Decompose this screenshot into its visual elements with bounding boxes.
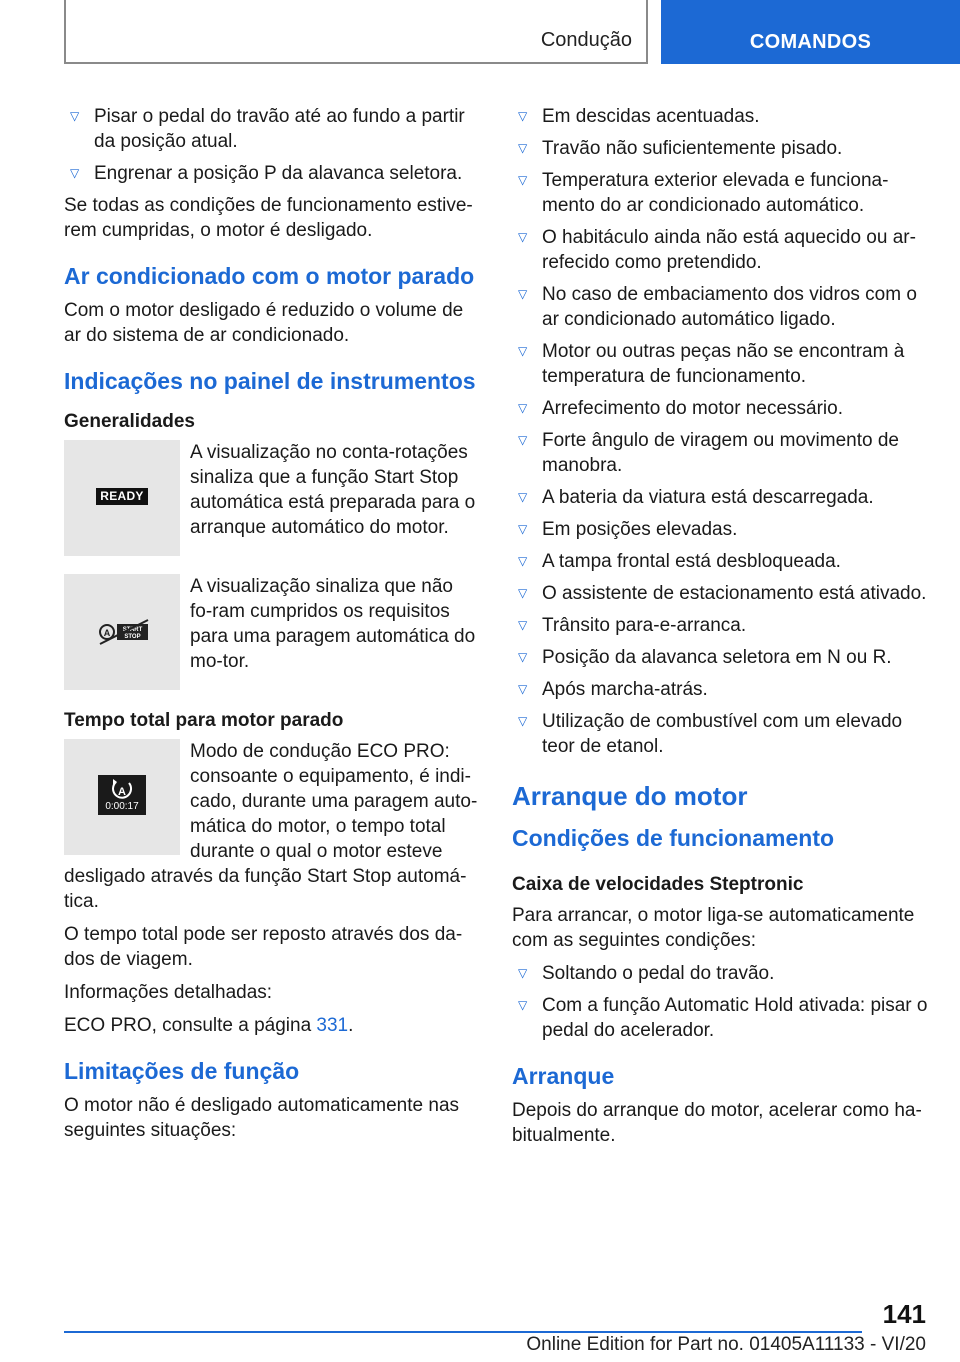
paragraph-info: Informações detalhadas: bbox=[64, 982, 273, 1003]
bullet-triangle-icon: ▽ bbox=[70, 109, 80, 123]
list-item: ▽ Com a função Automatic Hold ativada: pisar o pedal do acelerador. bbox=[518, 995, 928, 1041]
eco-timer-indicator-image bbox=[64, 739, 180, 855]
bullet-triangle-icon: ▽ bbox=[518, 109, 528, 123]
svg-text:A: A bbox=[118, 786, 126, 798]
eco-timer-value: 0:00:17 bbox=[105, 801, 139, 812]
svg-text:START: START bbox=[122, 627, 143, 633]
bullet-triangle-icon: ▽ bbox=[518, 998, 528, 1012]
heading-total-time: Tempo total para motor parado bbox=[64, 710, 344, 731]
heading-indications: Indicações no painel de instrumentos bbox=[64, 368, 476, 394]
list-item: ▽ Engrenar a posição P da alavanca seletora. bbox=[70, 163, 463, 184]
bullet-triangle-icon: ▽ bbox=[518, 490, 528, 504]
heading-generalities: Generalidades bbox=[64, 411, 195, 432]
bullet-triangle-icon: ▽ bbox=[518, 344, 528, 358]
left-column bbox=[64, 104, 478, 1151]
page-reference-link[interactable]: 331 bbox=[316, 1015, 349, 1036]
bullet-triangle-icon: ▽ bbox=[518, 230, 528, 244]
heading-function-limits: Limitações de função bbox=[64, 1058, 300, 1084]
bullet-triangle-icon: ▽ bbox=[518, 650, 528, 664]
indicator-ready-block bbox=[64, 440, 478, 560]
right-column bbox=[512, 104, 930, 1156]
indicator-off-text: A visualização sinaliza que não fo-ram cumpridos os requisitos para uma paragem automática do mo-tor. bbox=[190, 576, 476, 672]
list-item: ▽ Utilização de combustível com um elevado teor de etanol. bbox=[518, 711, 903, 757]
bullet-triangle-icon: ▽ bbox=[518, 682, 528, 696]
bullet-triangle-icon: ▽ bbox=[518, 141, 528, 155]
eco-timer-text: Modo de condução ECO PRO: consoante o equipamento, é indi-cado, durante uma paragem auto-mática do motor, o tempo total durante o qual o motor esteve desligado através da função Start Stop automá-tica. bbox=[64, 741, 478, 912]
paragraph-limits: O motor não é desligado automaticamente nas seguintes situações: bbox=[64, 1095, 460, 1141]
heading-ac-engine-off: Ar condicionado com o motor parado bbox=[64, 263, 475, 289]
list-item: ▽ Temperatura exterior elevada e funciona-mento do ar condicionado automático. bbox=[518, 170, 889, 216]
heading-steptronic: Caixa de velocidades Steptronic bbox=[512, 874, 804, 895]
list-item: ▽ O assistente de estacionamento está ativado. bbox=[518, 583, 927, 604]
paragraph-steptronic: Para arrancar, o motor liga-se automaticamente com as seguintes condições: bbox=[512, 905, 915, 951]
paragraph-reference: ECO PRO, consulte a página 331. bbox=[64, 1015, 354, 1036]
list-item: ▽ O habitáculo ainda não está aquecido ou ar-refecido como pretendido. bbox=[518, 227, 916, 273]
bullet-triangle-icon: ▽ bbox=[518, 966, 528, 980]
indicator-ready-text: A visualização no conta-rotações sinaliza que a função Start Stop automática está preparada para o arranque automático do motor. bbox=[190, 442, 476, 538]
page-number: 141 bbox=[882, 1299, 926, 1329]
heading-engine-start: Arranque do motor bbox=[512, 781, 748, 811]
paragraph-conditions: Se todas as condições de funcionamento estive-rem cumpridas, o motor é desligado. bbox=[64, 195, 473, 241]
ready-icon: READY bbox=[96, 488, 148, 505]
list-item: ▽ A tampa frontal está desbloqueada. bbox=[518, 551, 841, 572]
indicator-off-block bbox=[64, 574, 478, 694]
bullet-list-limits bbox=[512, 104, 930, 759]
eco-timer-block bbox=[64, 739, 478, 914]
list-item: ▽ Trânsito para-e-arranca. bbox=[518, 615, 747, 636]
header-section-box bbox=[64, 0, 648, 64]
paragraph-ac: Com o motor desligado é reduzido o volume de ar do sistema de ar condicionado. bbox=[64, 300, 464, 346]
footer-edition: Online Edition for Part no. 01405A11133 - VI/20 bbox=[526, 1334, 926, 1355]
bullet-triangle-icon: ▽ bbox=[518, 401, 528, 415]
list-item: ▽ Arrefecimento do motor necessário. bbox=[518, 398, 843, 419]
bullet-triangle-icon: ▽ bbox=[518, 522, 528, 536]
bullet-triangle-icon: ▽ bbox=[518, 714, 528, 728]
list-item: ▽ Em posições elevadas. bbox=[518, 519, 738, 540]
list-item: ▽ Motor ou outras peças não se encontram à temperatura de funcionamento. bbox=[518, 341, 905, 387]
bullet-triangle-icon: ▽ bbox=[70, 166, 80, 180]
list-item: ▽ Travão não suficientemente pisado. bbox=[518, 138, 843, 159]
header-section-title: Condução bbox=[540, 29, 632, 51]
list-item: ▽ No caso de embaciamento dos vidros com o ar condicionado automático ligado. bbox=[518, 284, 917, 330]
footer-rule bbox=[64, 1331, 862, 1333]
bullet-list-steptronic bbox=[512, 961, 930, 1043]
bullet-triangle-icon: ▽ bbox=[518, 586, 528, 600]
header-chapter-title: COMANDOS bbox=[749, 31, 872, 53]
auto-start-stop-icon bbox=[98, 777, 146, 803]
list-item: ▽ Soltando o pedal do travão. bbox=[518, 963, 775, 984]
header-chapter-tab bbox=[661, 0, 960, 64]
bullet-triangle-icon: ▽ bbox=[518, 287, 528, 301]
list-item: ▽ Posição da alavanca seletora em N ou R. bbox=[518, 647, 892, 668]
list-item: ▽ Pisar o pedal do travão até ao fundo a partir da posição atual. bbox=[70, 106, 465, 152]
heading-start: Arranque bbox=[512, 1063, 615, 1089]
bullet-triangle-icon: ▽ bbox=[518, 618, 528, 632]
list-item: ▽ Em descidas acentuadas. bbox=[518, 106, 760, 127]
paragraph-reset: O tempo total pode ser reposto através dos da-dos de viagem. bbox=[64, 924, 463, 970]
list-item: ▽ Após marcha-atrás. bbox=[518, 679, 708, 700]
start-stop-off-icon bbox=[98, 618, 150, 646]
start-stop-off-indicator-image bbox=[64, 574, 180, 690]
paragraph-start: Depois do arranque do motor, acelerar como ha-bitualmente. bbox=[512, 1100, 922, 1146]
list-item: ▽ Forte ângulo de viragem ou movimento de manobra. bbox=[518, 430, 899, 476]
ready-indicator-image bbox=[64, 440, 180, 556]
bullet-list-top bbox=[64, 104, 478, 186]
list-item: ▽ A bateria da viatura está descarregada. bbox=[518, 487, 874, 508]
eco-timer-icon bbox=[98, 775, 146, 815]
bullet-triangle-icon: ▽ bbox=[518, 433, 528, 447]
svg-text:STOP: STOP bbox=[124, 634, 141, 640]
svg-text:A: A bbox=[103, 628, 111, 638]
bullet-triangle-icon: ▽ bbox=[518, 554, 528, 568]
heading-operating-conditions: Condições de funcionamento bbox=[512, 825, 835, 851]
bullet-triangle-icon: ▽ bbox=[518, 173, 528, 187]
